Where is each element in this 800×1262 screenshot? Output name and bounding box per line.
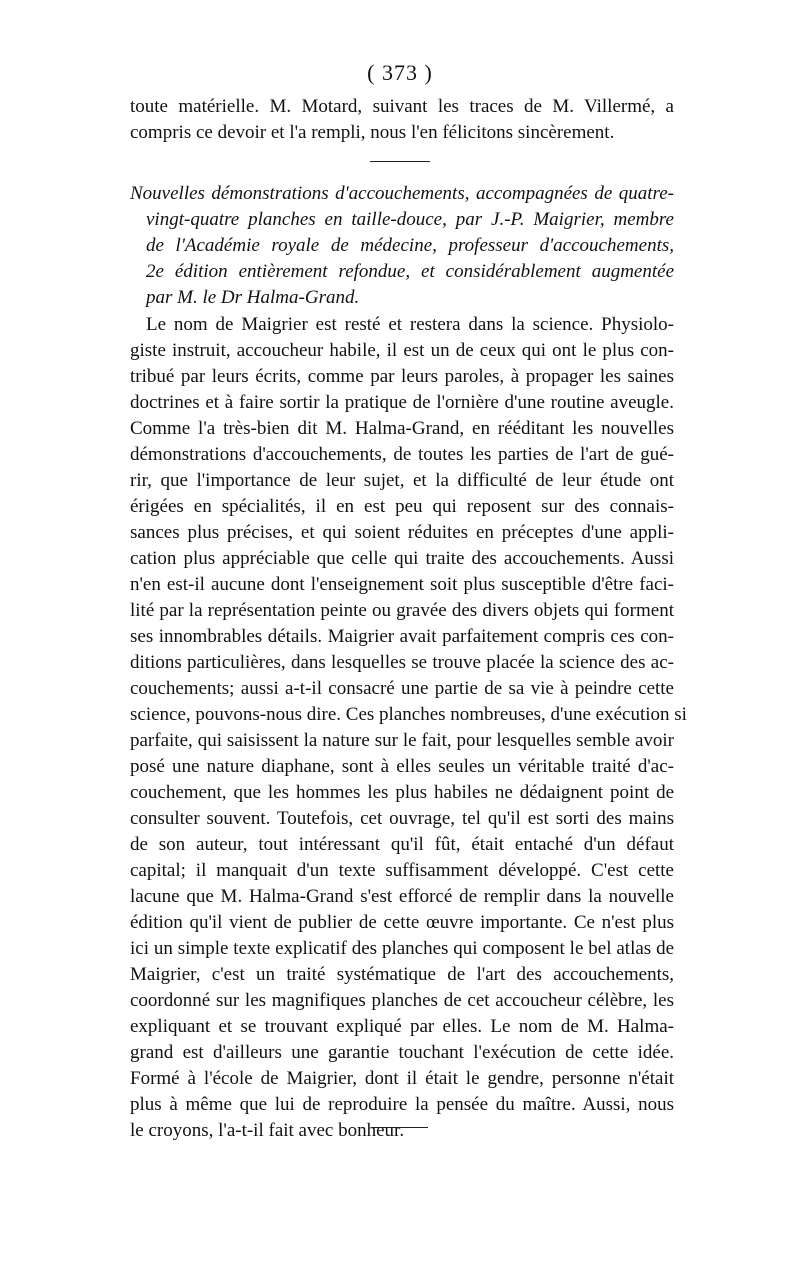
body-line: lité par la représentation peinte ou gravée des divers objets qui forment (130, 600, 674, 621)
title-line: Nouvelles démonstrations d'accouchements, accompagnées de quatre- (130, 183, 674, 204)
title-line: 2e édition entièrement refondue, et considérablement augmentée (146, 261, 674, 282)
end-divider (372, 1127, 428, 1128)
title-line: de l'Académie royale de médecine, professeur d'accouchements, (146, 235, 674, 256)
review-title (130, 181, 674, 311)
body-line: parfaite, qui saisissent la nature sur le fait, pour lesquelles semble avoir (130, 730, 674, 751)
body-line: tribué par leurs écrits, comme par leurs paroles, à propager les saines (130, 366, 674, 387)
body-line: édition qu'il vient de publier de cette œuvre importante. Ce n'est plus (130, 912, 674, 933)
text-line: compris ce devoir et l'a rempli, nous l'en félicitons sincèrement. (130, 122, 615, 143)
page-number: ( 373 ) (367, 60, 433, 85)
body-line: doctrines et à faire sortir la pratique de l'ornière d'une routine aveugle. (130, 392, 674, 413)
review-body (130, 312, 687, 1144)
title-line: vingt-quatre planches en taille-douce, par J.-P. Maigrier, membre (146, 209, 674, 230)
body-line: coordonné sur les magnifiques planches de cet accoucheur célèbre, les (130, 990, 674, 1011)
body-line: n'en est-il aucune dont l'enseignement soit plus susceptible d'être faci- (130, 574, 674, 595)
body-line: démonstrations d'accouchements, de toutes les parties de l'art de gué- (130, 444, 674, 465)
body-line: ses innombrables détails. Maigrier avait parfaitement compris ces con- (130, 626, 674, 647)
body-line: giste instruit, accoucheur habile, il est un de ceux qui ont le plus con- (130, 340, 674, 361)
body-line: grand est d'ailleurs une garantie touchant l'exécution de cette idée. (130, 1042, 674, 1063)
body-line: couchements; aussi a-t-il consacré une partie de sa vie à peindre cette (130, 678, 674, 699)
body-line: consulter souvent. Toutefois, cet ouvrage, tel qu'il est sorti des mains (130, 808, 674, 829)
body-line: capital; il manquait d'un texte suffisamment développé. C'est cette (130, 860, 674, 881)
body-line: ici un simple texte explicatif des planches qui composent le bel atlas de (130, 938, 674, 959)
section-divider (370, 161, 430, 162)
body-line: Comme l'a très-bien dit M. Halma-Grand, en rééditant les nouvelles (130, 418, 674, 439)
body-line: plus à même que lui de reproduire la pensée du maître. Aussi, nous (130, 1094, 674, 1115)
title-line: par M. le Dr Halma-Grand. (146, 287, 360, 308)
intro-paragraph (130, 94, 674, 146)
body-line: érigées en spécialités, il en est peu qui reposent sur des connais- (130, 496, 674, 517)
body-line: le croyons, l'a-t-il fait avec bonheur. (130, 1120, 405, 1141)
body-line: posé une nature diaphane, sont à elles seules un véritable traité d'ac- (130, 756, 674, 777)
body-line: cation plus appréciable que celle qui traite des accouchements. Aussi (130, 548, 674, 569)
body-line: Le nom de Maigrier est resté et restera dans la science. Physiolo- (146, 314, 674, 335)
body-line: science, pouvons-nous dire. Ces planches nombreuses, d'une exécution si (130, 704, 687, 725)
body-line: expliquant et se trouvant expliqué par elles. Le nom de M. Halma- (130, 1016, 674, 1037)
body-line: lacune que M. Halma-Grand s'est efforcé de remplir dans la nouvelle (130, 886, 674, 907)
body-line: de son auteur, tout intéressant qu'il fût, était entaché d'un défaut (130, 834, 674, 855)
body-line: couchement, que les hommes les plus habiles ne dédaignent point de (130, 782, 674, 803)
body-line: Formé à l'école de Maigrier, dont il était le gendre, personne n'était (130, 1068, 674, 1089)
body-line: Maigrier, c'est un traité systématique de l'art des accouchements, (130, 964, 674, 985)
body-line: rir, que l'importance de leur sujet, et la difficulté de leur étude ont (130, 470, 674, 491)
body-line: sances plus précises, et qui soient réduites en préceptes d'une appli- (130, 522, 674, 543)
body-line: ditions particulières, dans lesquelles se trouve placée la science des ac- (130, 652, 674, 673)
text-line: toute matérielle. M. Motard, suivant les traces de M. Villermé, a (130, 96, 674, 117)
